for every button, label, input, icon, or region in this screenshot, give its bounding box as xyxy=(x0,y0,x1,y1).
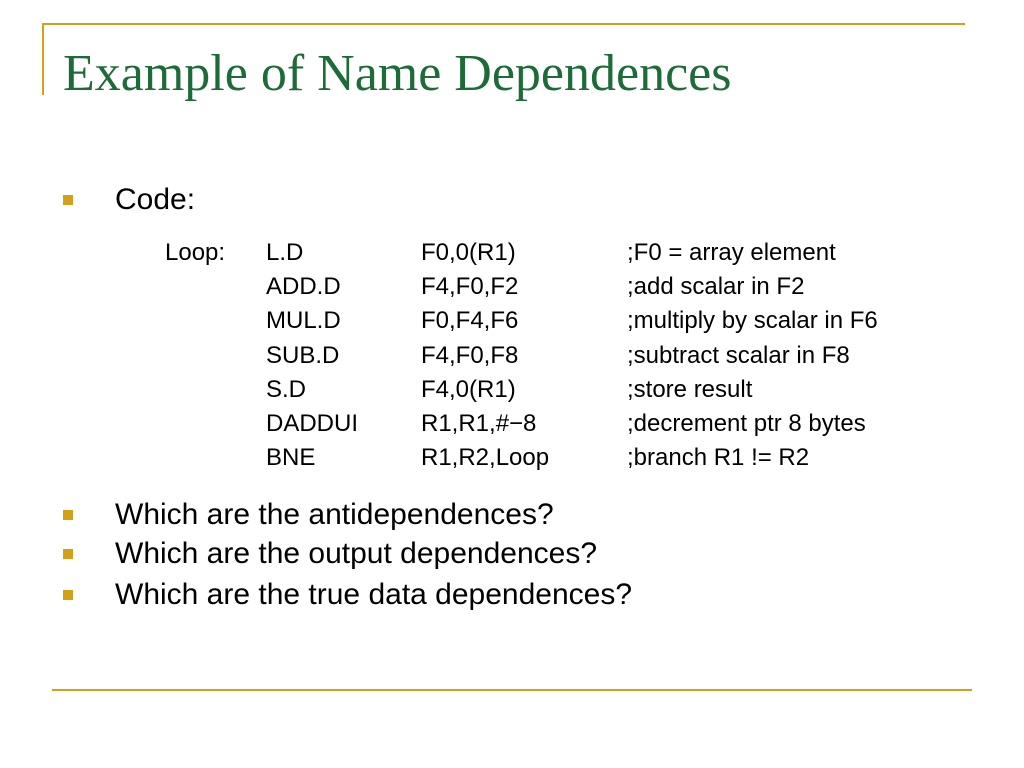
frame-top-rule xyxy=(42,23,965,25)
code-line xyxy=(165,373,878,407)
code-line xyxy=(165,304,878,338)
code-comment: ;branch R1 != R2 xyxy=(627,444,810,472)
code-operands: F4,F0,F2 xyxy=(421,273,519,301)
bullet-icon xyxy=(63,549,73,559)
code-comment: ;decrement ptr 8 bytes xyxy=(627,410,866,438)
code-line xyxy=(165,441,878,475)
code-comment: ;store result xyxy=(627,375,753,403)
code-opcode: SUB.D xyxy=(266,341,340,369)
code-opcode: L.D xyxy=(266,239,304,267)
code-comment: ;subtract scalar in F8 xyxy=(627,341,850,369)
code-line xyxy=(165,339,878,373)
code-comment: ;multiply by scalar in F6 xyxy=(627,307,878,335)
bullet-icon xyxy=(63,195,73,205)
code-label xyxy=(165,441,266,475)
code-operands: F4,0(R1) xyxy=(421,375,516,403)
code-line xyxy=(165,407,878,441)
question-item: Which are the true data dependences? xyxy=(115,578,633,611)
code-label xyxy=(165,339,266,373)
code-line xyxy=(165,236,878,270)
code-label: Loop: xyxy=(165,239,226,267)
question-item: Which are the output dependences? xyxy=(115,537,598,570)
code-heading: Code: xyxy=(115,183,196,216)
code-line xyxy=(165,270,878,304)
code-label xyxy=(165,407,266,441)
code-label xyxy=(165,304,266,338)
frame-bottom-rule xyxy=(52,689,972,691)
frame-left-rule xyxy=(42,23,44,95)
code-opcode: S.D xyxy=(266,375,307,403)
code-operands: F0,F4,F6 xyxy=(421,307,519,335)
code-operands: R1,R2,Loop xyxy=(421,444,550,472)
code-opcode: BNE xyxy=(266,444,316,472)
code-comment: ;add scalar in F2 xyxy=(627,273,805,301)
code-label xyxy=(165,373,266,407)
bullet-icon xyxy=(63,590,73,600)
bullet-icon xyxy=(63,510,73,520)
code-label xyxy=(165,270,266,304)
code-comment: ;F0 = array element xyxy=(627,239,836,267)
code-opcode: DADDUI xyxy=(266,410,359,438)
code-operands: R1,R1,#−8 xyxy=(421,410,537,438)
code-opcode: ADD.D xyxy=(266,273,341,301)
code-operands: F4,F0,F8 xyxy=(421,341,519,369)
question-item: Which are the antidependences? xyxy=(115,498,554,531)
slide-title: Example of Name Dependences xyxy=(63,45,732,102)
code-listing xyxy=(165,236,878,475)
code-operands: F0,0(R1) xyxy=(421,239,516,267)
code-opcode: MUL.D xyxy=(266,307,341,335)
